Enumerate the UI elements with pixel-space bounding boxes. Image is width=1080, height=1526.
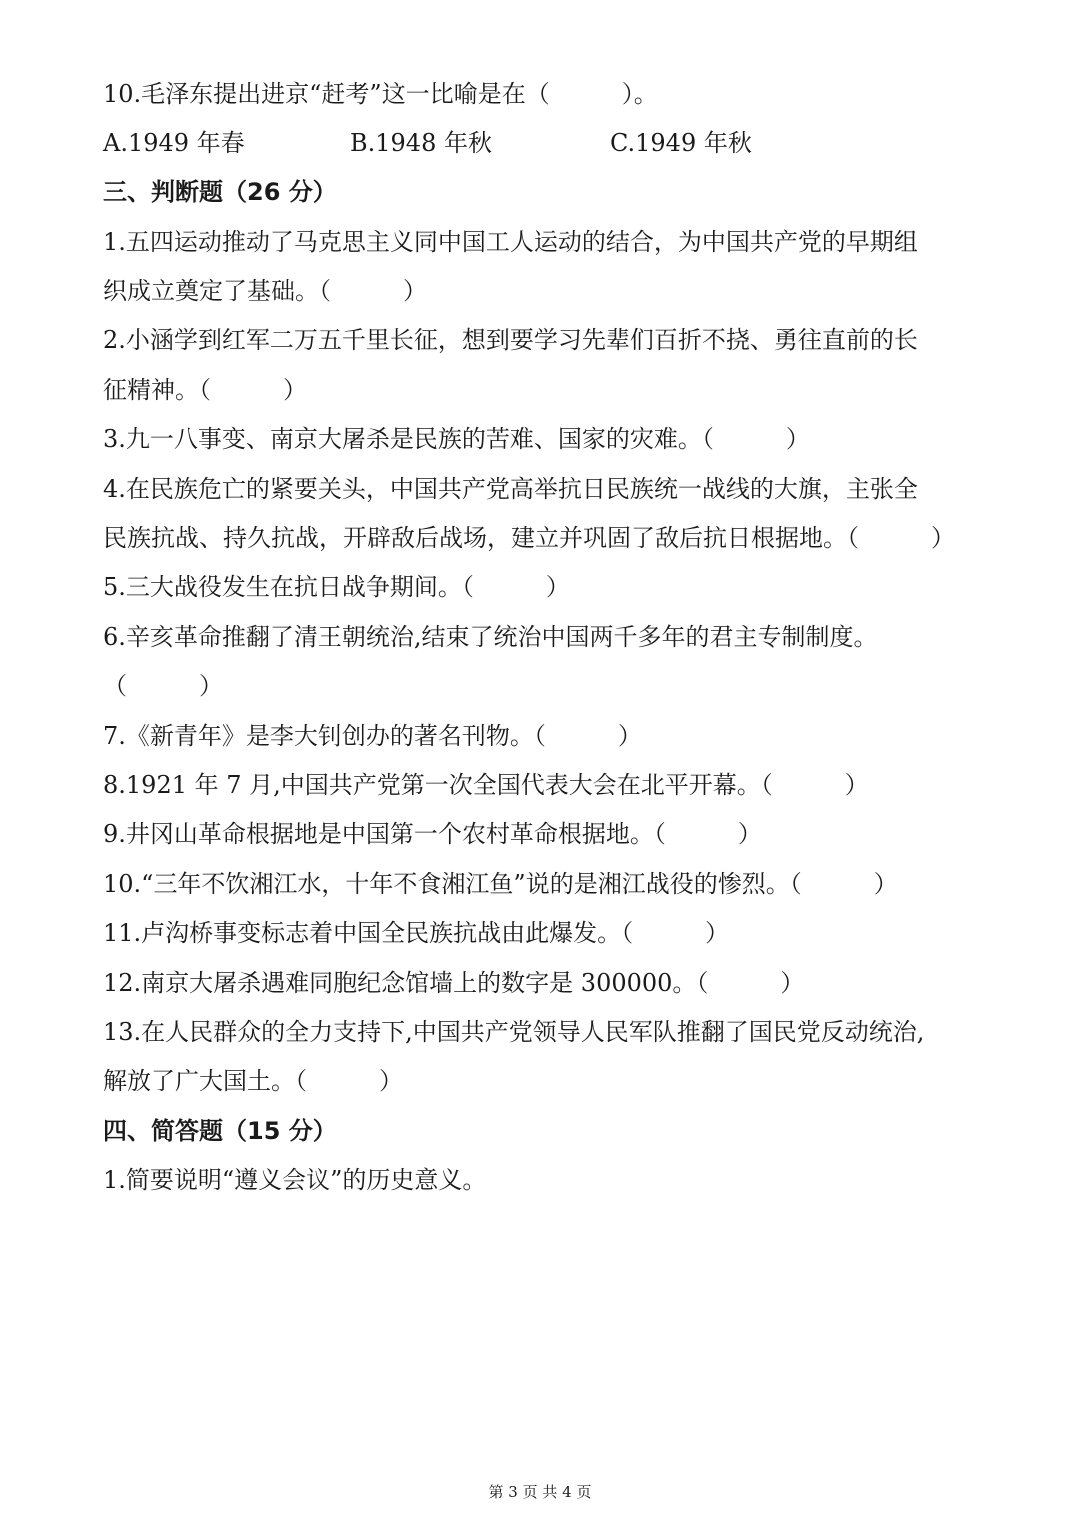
question-line: 9.井冈山革命根据地是中国第一个农村革命根据地。（ ） [103,820,762,848]
question-line: 12.南京大屠杀遇难同胞纪念馆墙上的数字是 300000。（ ） [103,969,805,997]
option-c: C.1949 年秋 [610,129,752,157]
section-heading-short-answer: 四、简答题（15 分） [103,1117,337,1145]
section-heading-true-false: 三、判断题（26 分） [103,178,337,206]
question-line: 5.三大战役发生在抗日战争期间。（ ） [103,573,570,601]
option-b: B.1948 年秋 [350,129,492,157]
question-line: 13.在人民群众的全力支持下,中国共产党领导人民军队推翻了国民党反动统治, [103,1018,925,1046]
question-line: 10.“三年不饮湘江水，十年不食湘江鱼”说的是湘江战役的惨烈。（ ） [103,870,898,898]
short-answer-question-1: 1.简要说明“遵义会议”的历史意义。 [103,1166,487,1194]
page-footer: 第 3 页 共 4 页 [488,1483,592,1501]
question-line: 7.《新青年》是李大钊创办的著名刊物。（ ） [103,722,642,750]
question-line: 征精神。（ ） [103,376,307,404]
question-line: 织成立奠定了基础。（ ） [103,277,427,305]
question-line: 2.小涵学到红军二万五千里长征，想到要学习先辈们百折不挠、勇往直前的长 [103,326,918,354]
question-line: 1.五四运动推动了马克思主义同中国工人运动的结合，为中国共产党的早期组 [103,228,918,256]
question-line: 解放了广大国土。（ ） [103,1067,403,1095]
question-10-stem: 10.毛泽东提出进京“赶考”这一比喻是在（ ）。 [103,80,658,108]
question-line: （ ） [103,672,223,700]
question-line: 3.九一八事变、南京大屠杀是民族的苦难、国家的灾难。（ ） [103,425,810,453]
option-a: A.1949 年春 [103,129,245,157]
question-line: 8.1921 年 7 月,中国共产党第一次全国代表大会在北平开幕。（ ） [103,771,869,799]
question-line: 民族抗战、持久抗战，开辟敌后战场，建立并巩固了敌后抗日根据地。（ ） [103,524,955,552]
question-line: 4.在民族危亡的紧要关头，中国共产党高举抗日民族统一战线的大旗，主张全 [103,475,918,503]
question-line: 6.辛亥革命推翻了清王朝统治,结束了统治中国两千多年的君主专制制度。 [103,623,878,651]
question-line: 11.卢沟桥事变标志着中国全民族抗战由此爆发。（ ） [103,919,730,947]
